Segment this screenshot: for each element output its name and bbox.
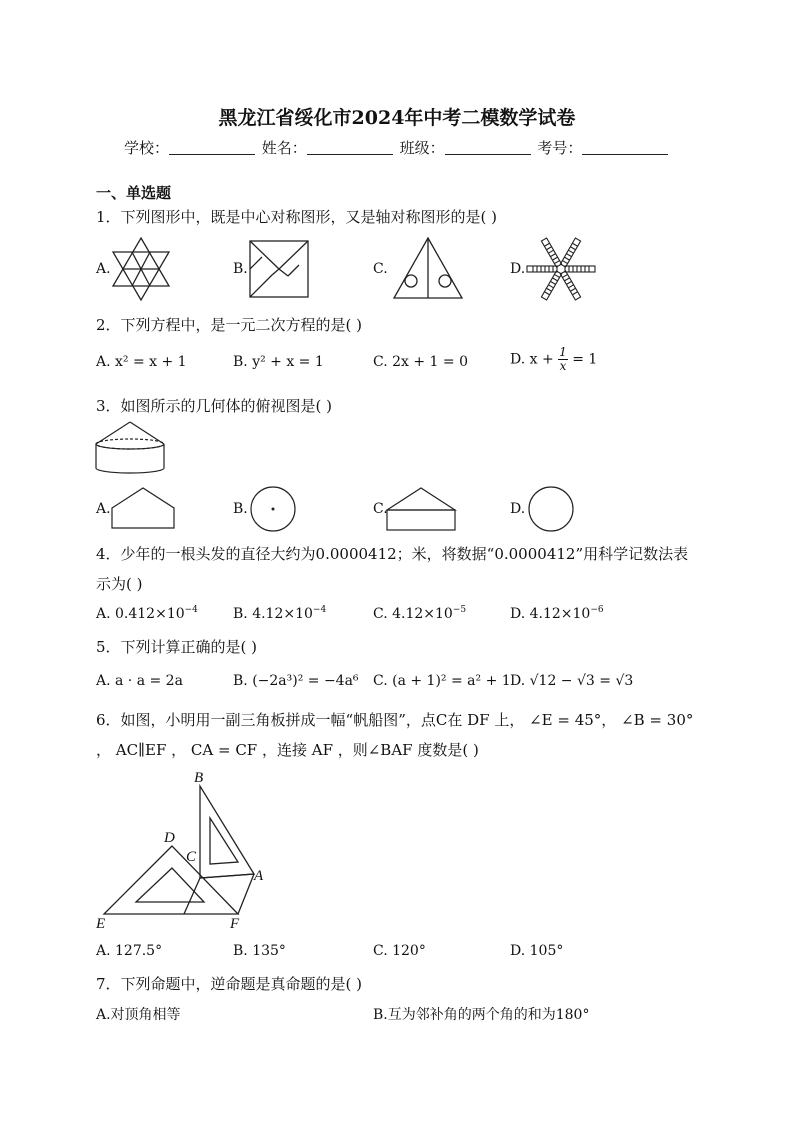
- q2-d-denominator: x: [559, 359, 567, 374]
- q4-d-base: D. 4.12×10: [510, 606, 591, 622]
- q4-a-base: A. 0.412×10: [96, 606, 185, 622]
- q1-option-b-label: B.: [233, 261, 248, 277]
- q4-b-base: B. 4.12×10: [233, 606, 313, 622]
- q4-option-d: [510, 606, 604, 622]
- triangle-circles-figure: [393, 237, 463, 299]
- q2-option-a: A. x² = x + 1: [96, 354, 187, 370]
- square-pinwheel-figure: [249, 240, 309, 298]
- exam-no-label: 考号：: [537, 139, 583, 157]
- q3-option-d-label: D.: [510, 501, 526, 517]
- q3-option-c-label: C.: [373, 501, 388, 517]
- q2-stem: 2．下列方程中，是一元二次方程的是( ): [96, 316, 363, 334]
- q6-option-a: A. 127.5°: [96, 943, 163, 959]
- q4-option-b: [233, 606, 326, 622]
- label-C: C: [186, 849, 197, 865]
- q5-option-a: A. a · a = 2a: [96, 673, 183, 689]
- q4-c-exp: −5: [452, 605, 467, 615]
- circle-with-dot-figure: [248, 486, 298, 532]
- q2-d-prefix: D. x +: [510, 351, 554, 368]
- label-B: B: [194, 770, 204, 786]
- school-label: 学校：: [124, 139, 170, 157]
- name-label: 姓名：: [261, 139, 307, 157]
- q5-option-b: B. (−2a³)² = −4a⁶: [233, 673, 359, 689]
- hexagram-figure: [108, 236, 174, 302]
- q4-option-c: [373, 606, 466, 622]
- q2-d-suffix: = 1: [572, 351, 598, 368]
- q7-stem: 7．下列命题中，逆命题是真命题的是( ): [96, 975, 363, 993]
- q4-stem-line1: 4．少年的一根头发的直径大约为0.0000412；米，将数据“0.0000412”用科学记数法表: [96, 545, 689, 563]
- pentagon-house-figure: [110, 486, 176, 530]
- q5-option-c: C. (a + 1)² = a² + 1: [373, 673, 511, 689]
- q3-option-a-label: A.: [96, 501, 111, 517]
- class-blank[interactable]: [445, 140, 531, 155]
- q7-option-b: B.互为邻补角的两个角的和为180°: [373, 1007, 590, 1023]
- label-A: A: [254, 868, 264, 884]
- three-blade-figure: [526, 237, 596, 301]
- q4-b-exp: −4: [312, 605, 327, 615]
- q2-d-fraction: [558, 346, 568, 373]
- label-D: D: [164, 830, 175, 846]
- q4-c-base: C. 4.12×10: [373, 606, 453, 622]
- circle-figure: [526, 486, 576, 532]
- section-heading: 一、单选题: [96, 184, 172, 202]
- q1-option-c-label: C.: [373, 261, 388, 277]
- class-label: 班级：: [399, 139, 445, 157]
- q3-stem: 3．如图所示的几何体的俯视图是( ): [96, 397, 333, 415]
- exam-no-blank[interactable]: [582, 140, 668, 155]
- sailboat-figure: [92, 768, 272, 932]
- q2-d-numerator: 1: [559, 345, 567, 359]
- q1-option-d-label: D.: [510, 261, 526, 277]
- q1-stem: 1．下列图形中，既是中心对称图形，又是轴对称图形的是( ): [96, 208, 498, 226]
- page-title: 黑龙江省绥化市2024年中考二模数学试卷: [218, 107, 576, 129]
- q5-option-d: D. √12 − √3 = √3: [510, 673, 634, 689]
- q4-option-a: [96, 606, 198, 622]
- q1-option-a-label: A.: [96, 261, 111, 277]
- cone-on-cylinder-figure: [94, 420, 166, 478]
- q2-option-b: B. y² + x = 1: [233, 354, 324, 370]
- label-F: F: [230, 916, 240, 932]
- q2-option-d: [510, 346, 597, 373]
- q6-stem-line1: 6．如图，小明用一副三角板拼成一幅“帆船图”，点C在 DF 上， ∠E = 45°， ∠B = 30°: [96, 711, 694, 729]
- q6-option-c: C. 120°: [373, 943, 426, 959]
- q4-stem-line2: 示为( ): [96, 575, 143, 593]
- q5-stem: 5．下列计算正确的是( ): [96, 638, 258, 656]
- q6-option-b: B. 135°: [233, 943, 286, 959]
- name-blank[interactable]: [307, 140, 393, 155]
- q3-option-b-label: B.: [233, 501, 248, 517]
- q6-stem-line2: ， AC∥EF ， CA = CF ，连接 AF ，则∠BAF 度数是( ): [96, 741, 479, 759]
- label-E: E: [96, 916, 106, 932]
- school-blank[interactable]: [169, 140, 255, 155]
- q2-option-c: C. 2x + 1 = 0: [373, 354, 468, 370]
- q4-d-exp: −6: [590, 605, 604, 615]
- q4-a-exp: −4: [184, 605, 198, 615]
- student-info-line: [124, 137, 670, 158]
- triangle-over-rect-figure: [385, 486, 457, 532]
- q6-option-d: D. 105°: [510, 943, 564, 959]
- q7-option-a: A.对顶角相等: [96, 1007, 181, 1023]
